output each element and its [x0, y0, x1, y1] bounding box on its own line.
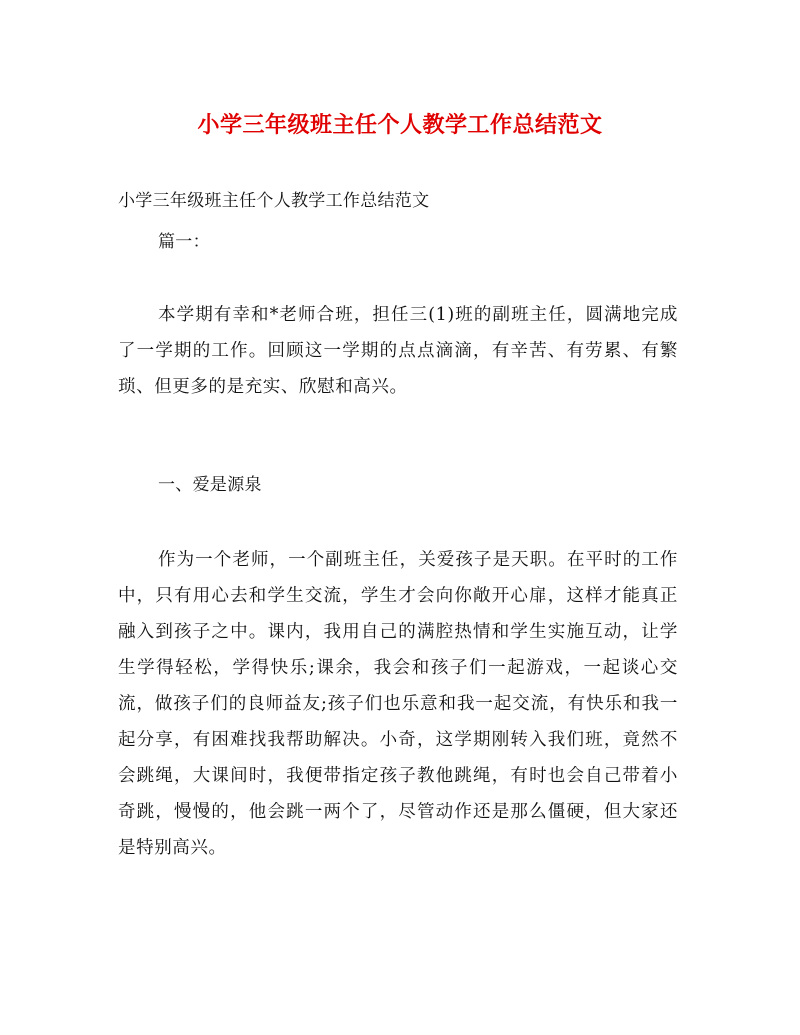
intro-paragraph: 本学期有幸和*老师合班，担任三(1)班的副班主任，圆满地完成了一学期的工作。回顾这一学期的点点滴滴，有辛苦、有劳累、有繁琐、但更多的是充实、欣慰和高兴。: [118, 305, 678, 397]
document-title: 小学三年级班主任个人教学工作总结范文: [197, 112, 603, 138]
document-subtitle: 小学三年级班主任个人教学工作总结范文: [118, 191, 430, 211]
part-label: 篇一：: [158, 232, 210, 252]
section-heading: 一、爱是源泉: [158, 475, 262, 495]
body-paragraph: 作为一个老师，一个副班主任，关爱孩子是天职。在平时的工作中，只有用心去和学生交流，学生才会向你敞开心扉，这样才能真正融入到孩子之中。课内，我用自己的满腔热情和学生实施互动，让学生学得轻松，学得快乐;课余，我会和孩子们一起游戏，一起谈心交流，做孩子们的良师益友;孩子们也乐意和我一起交流，有快乐和我一起分享，有困难找我帮助解决。小奇，这学期刚转入我们班，竟然不会跳绳，大课间时，我便带指定孩子教他跳绳，有时也会自己带着小奇跳，慢慢的，他会跳一两个了，尽管动作还是那么僵硬，但大家还是特别高兴。: [118, 550, 678, 858]
